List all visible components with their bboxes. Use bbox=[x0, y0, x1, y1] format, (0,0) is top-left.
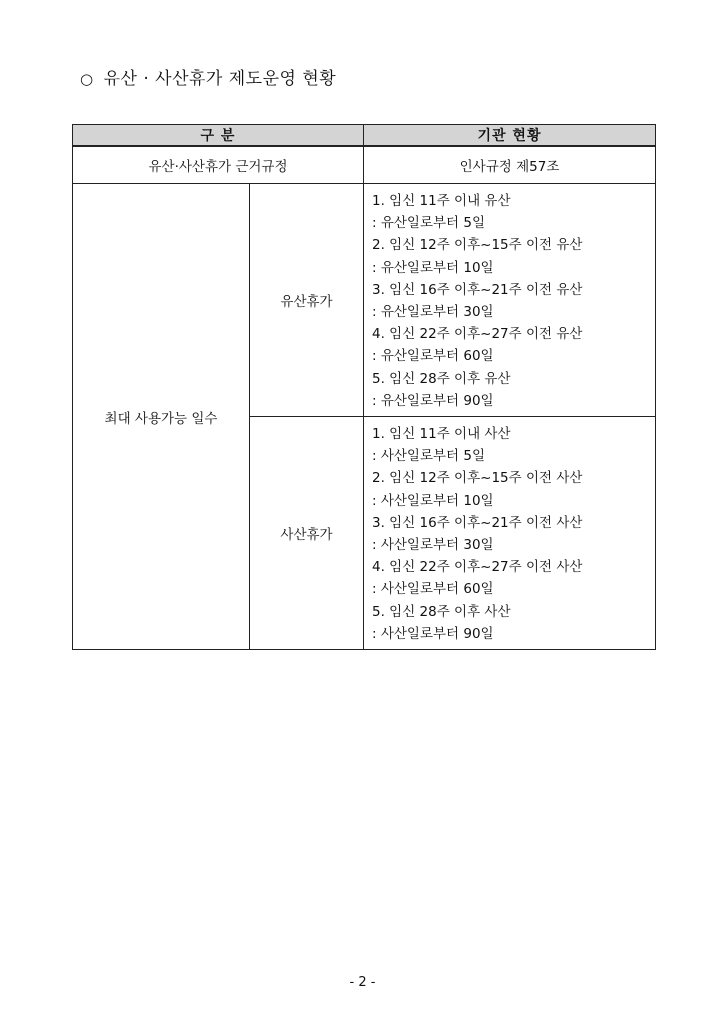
header-agency-status: 기관 현황 bbox=[364, 125, 656, 147]
list-item: : 유산일로부터 60일 bbox=[372, 348, 494, 365]
stillbirth-leave-details bbox=[364, 417, 656, 650]
list-item: 1. 임신 11주 이내 사산 bbox=[372, 426, 511, 443]
table-row-basis bbox=[73, 146, 656, 184]
list-item: 3. 임신 16주 이후~21주 이전 유산 bbox=[372, 281, 583, 298]
list-item: : 유산일로부터 30일 bbox=[372, 304, 494, 321]
max-days-label: 최대 사용가능 일수 bbox=[73, 184, 250, 650]
list-item: 4. 임신 22주 이후~27주 이전 사산 bbox=[372, 559, 583, 576]
list-item: 3. 임신 16주 이후~21주 이전 사산 bbox=[372, 514, 583, 531]
list-item: 2. 임신 12주 이후~15주 이전 사산 bbox=[372, 470, 583, 487]
list-item: 5. 임신 28주 이후 유산 bbox=[372, 370, 511, 387]
list-item: : 유산일로부터 10일 bbox=[372, 259, 494, 276]
list-item: : 사산일로부터 10일 bbox=[372, 492, 494, 509]
basis-label: 유산·사산휴가 근거규정 bbox=[73, 146, 364, 184]
section-heading-text: 유산 · 사산휴가 제도운영 현황 bbox=[103, 69, 337, 89]
list-item: : 유산일로부터 90일 bbox=[372, 392, 494, 409]
basis-value: 인사규정 제57조 bbox=[364, 146, 656, 184]
list-item: : 사산일로부터 5일 bbox=[372, 448, 486, 465]
list-item: 5. 임신 28주 이후 사산 bbox=[372, 603, 511, 620]
list-item: : 유산일로부터 5일 bbox=[372, 215, 486, 232]
stillbirth-leave-label: 사산휴가 bbox=[250, 417, 364, 650]
table-row-miscarriage bbox=[73, 184, 656, 417]
page-number: - 2 - bbox=[349, 975, 376, 990]
list-item: : 사산일로부터 30일 bbox=[372, 537, 494, 554]
list-item: 1. 임신 11주 이내 유산 bbox=[372, 193, 511, 209]
miscarriage-leave-label: 유산휴가 bbox=[250, 184, 364, 417]
table-header-row bbox=[73, 125, 656, 147]
header-category: 구 분 bbox=[73, 125, 364, 147]
list-item: 2. 임신 12주 이후~15주 이전 유산 bbox=[372, 237, 583, 254]
list-item: : 사산일로부터 90일 bbox=[372, 625, 494, 642]
circle-bullet-icon: ○ bbox=[80, 70, 94, 88]
leave-status-table bbox=[72, 124, 656, 650]
list-item: 4. 임신 22주 이후~27주 이전 유산 bbox=[372, 326, 583, 343]
section-heading bbox=[80, 64, 336, 89]
list-item: : 사산일로부터 60일 bbox=[372, 581, 494, 598]
miscarriage-leave-details bbox=[364, 184, 656, 417]
